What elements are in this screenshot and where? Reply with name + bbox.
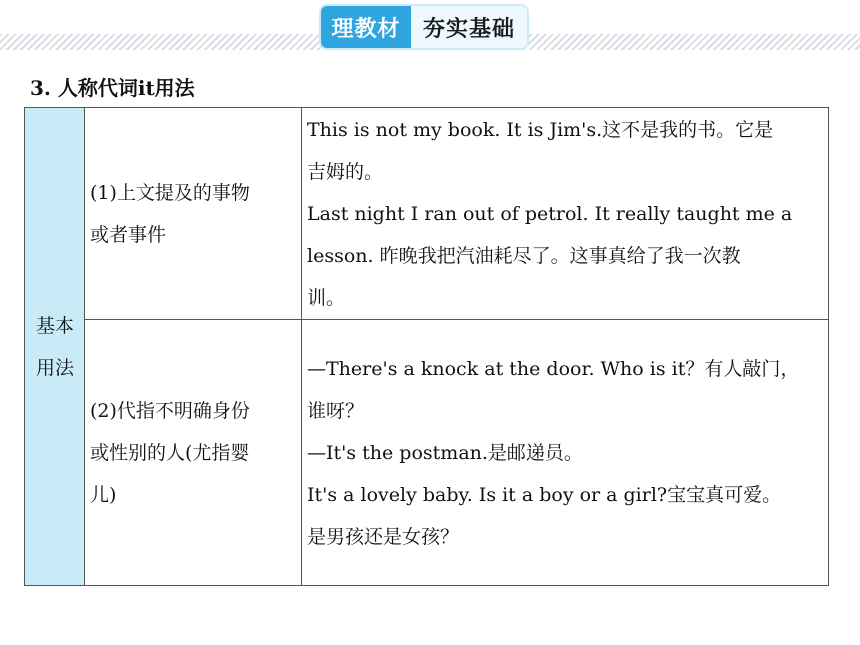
example-line: This is not my book. It is Jim's.这不是我的书。它是 [307,118,774,141]
example-line: 训。 [307,286,346,309]
example-line: Last night I ran out of petrol. It really taught me a [307,202,793,225]
usage-cell [85,320,302,586]
example-line: It's a lovely baby. Is it a boy or a girl?宝宝真可爱。 [307,483,782,506]
grammar-table [24,107,829,586]
table-row [25,108,829,320]
usage-cell [85,108,302,320]
usage-line: 或者事件 [90,223,167,246]
usage-line: 或性别的人(尤指婴 [90,441,250,464]
row-label-cell [25,108,85,586]
row-label-line: 基本 [35,314,74,337]
example-line: lesson. 昨晚我把汽油耗尽了。这事真给了我一次教 [307,244,741,267]
row-label-line: 用法 [35,356,74,379]
example-line: —There's a knock at the door. Who is it？有人敲门， [307,357,800,380]
section-title: 3. 人称代词it用法 [30,76,195,100]
example-line: 谁呀？ [307,399,365,422]
example-line: 吉姆的。 [307,160,384,183]
example-line: 是男孩还是女孩？ [307,525,460,548]
table-row [25,320,829,586]
example-cell [302,320,829,586]
usage-line: 儿) [90,483,117,506]
usage-line: (2)代指不明确身份 [90,399,250,422]
header-left-label: 理教材 [321,6,411,48]
section-header-badge [321,6,527,48]
header-right-label: 夯实基础 [411,6,527,48]
usage-line: (1)上文提及的事物 [90,181,250,204]
example-line: —It's the postman.是邮递员。 [307,441,583,464]
example-cell [302,108,829,320]
